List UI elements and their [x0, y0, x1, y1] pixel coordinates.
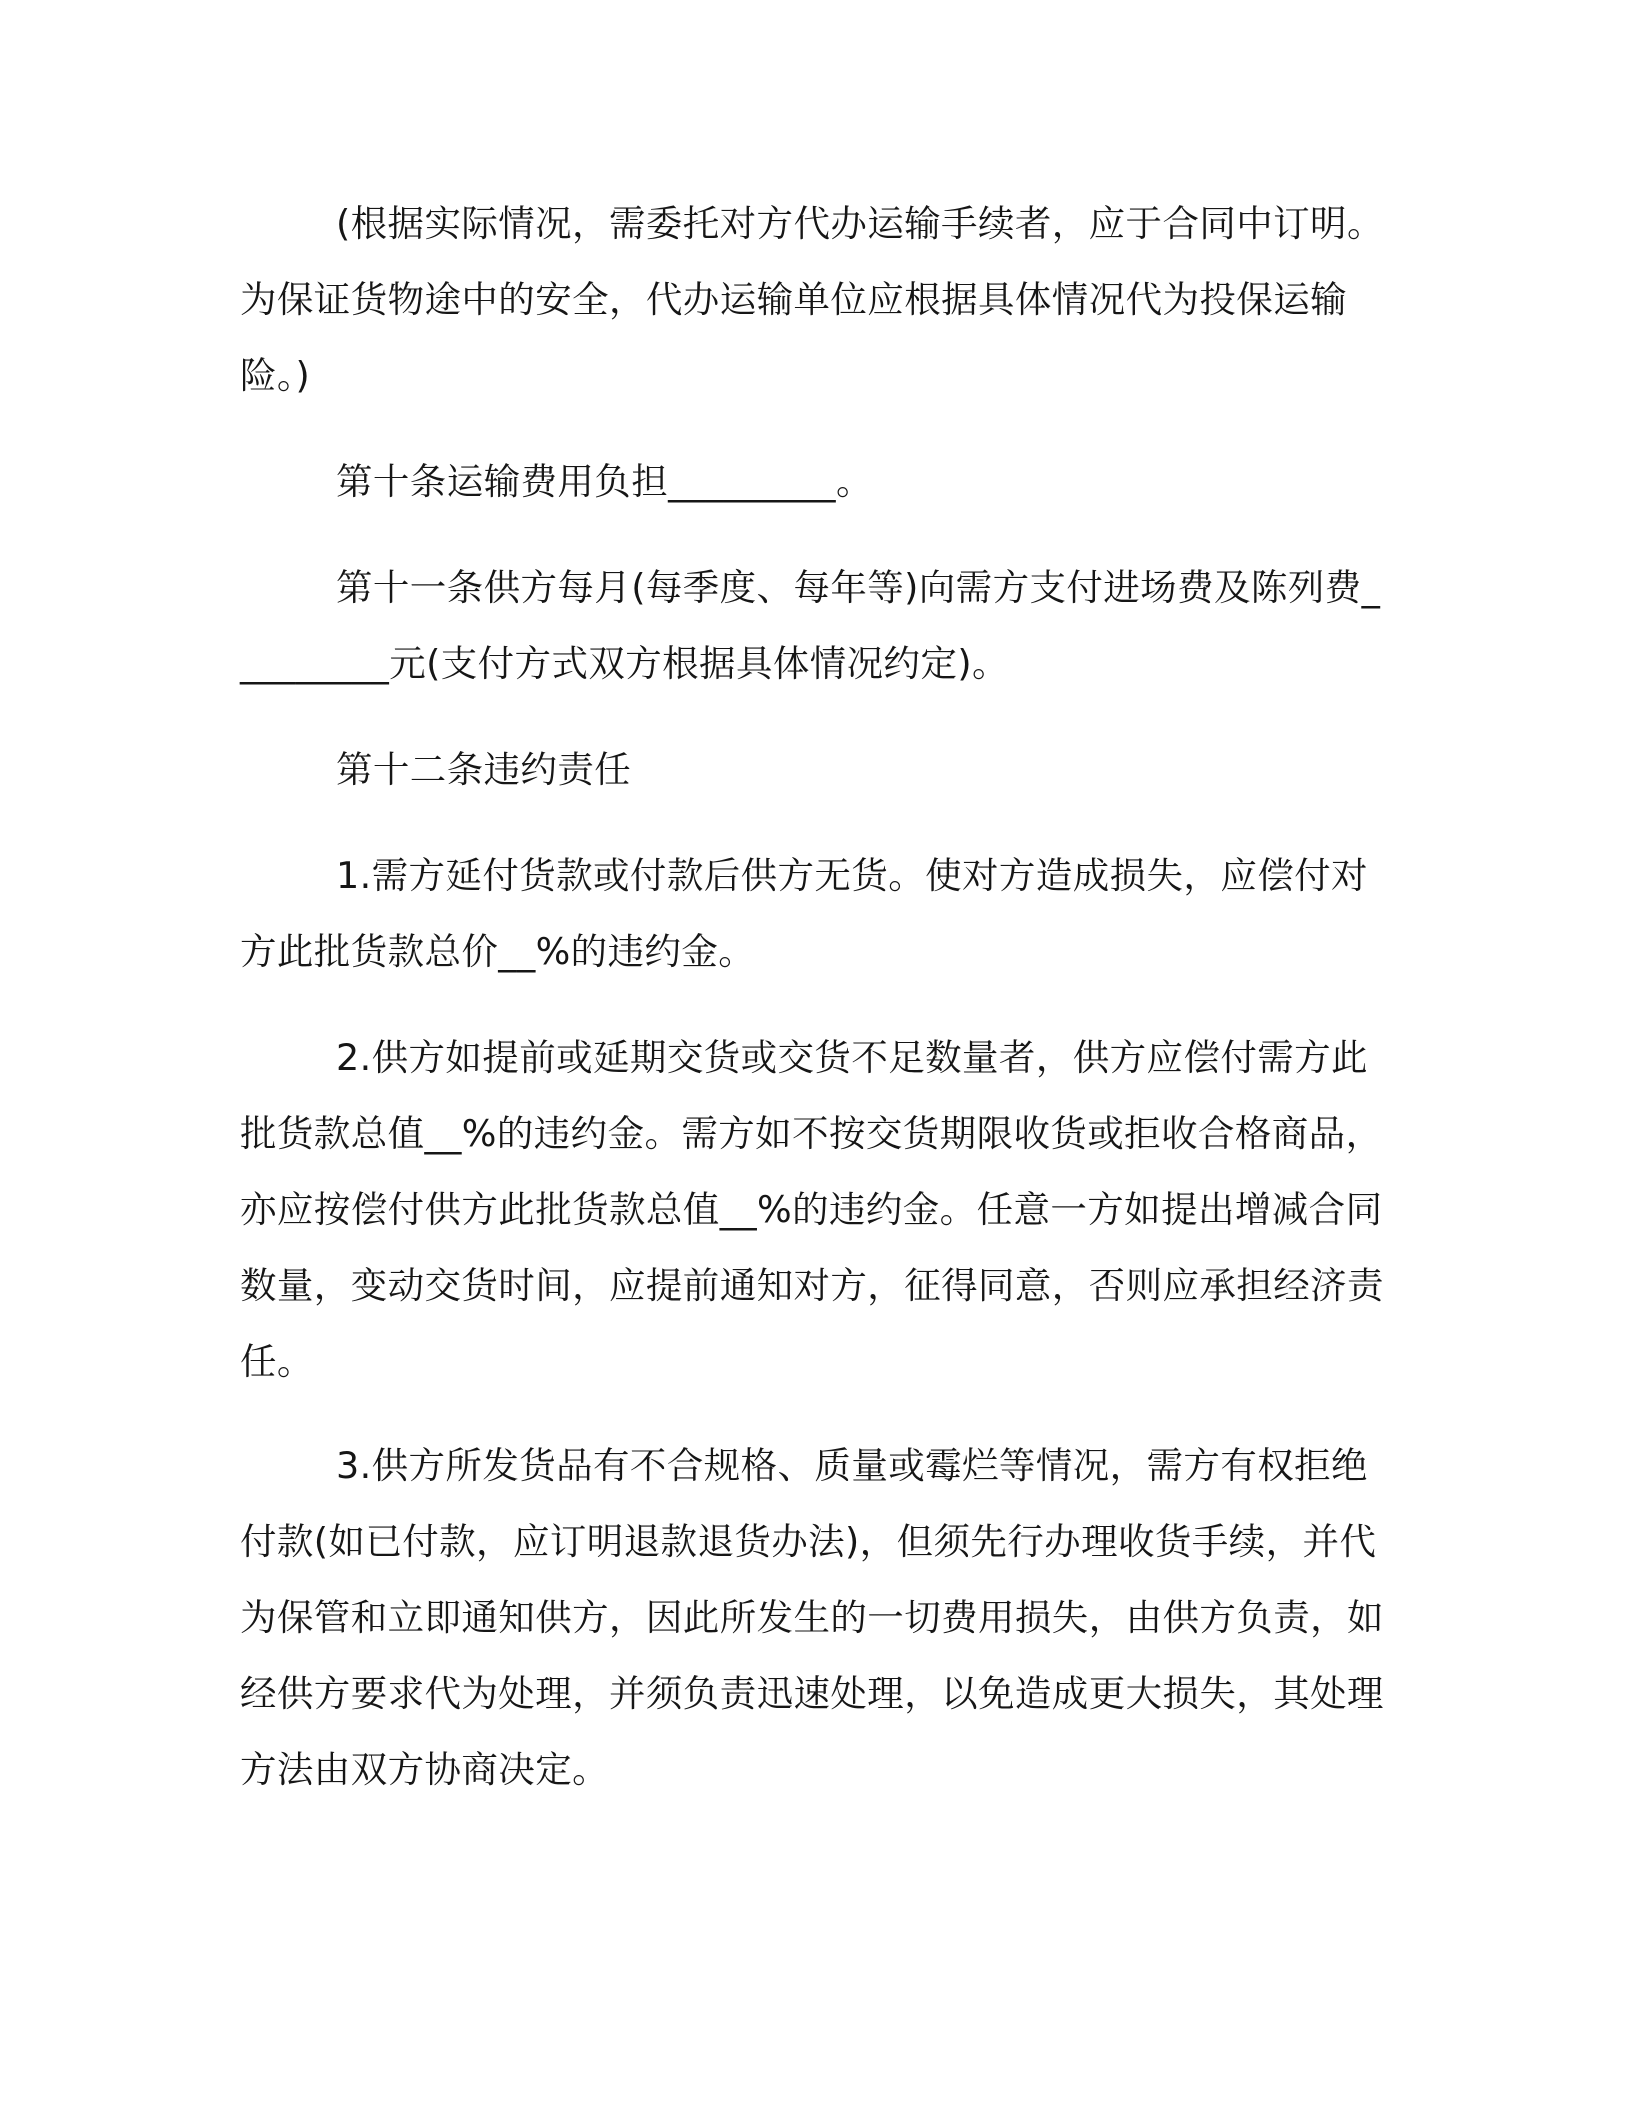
paragraph-clause-1: 1.需方延付货款或付款后供方无货。使对方造成损失，应偿付对方此批货款总价__%的违约金。: [240, 854, 1368, 973]
paragraph-transport-note: (根据实际情况，需委托对方代办运输手续者，应于合同中订明。为保证货物途中的安全，代办运输单位应根据具体情况代为投保运输险。): [240, 202, 1384, 397]
paragraph-article-10: 第十条运输费用负担_________。: [336, 460, 873, 503]
document-page: [240, 186, 1390, 1808]
paragraph-clause-2: 2.供方如提前或延期交货或交货不足数量者，供方应偿付需方此批货款总值__%的违约金。需方如不按交货期限收货或拒收合格商品，亦应按偿付供方此批货款总值__%的违约金。任意一方如提出增减合同数量，变动交货时间，应提前通知对方，征得同意，否则应承担经济责任。: [240, 1036, 1384, 1383]
paragraph-article-12-heading: 第十二条违约责任: [336, 748, 632, 791]
paragraph-clause-3: 3.供方所发货品有不合规格、质量或霉烂等情况，需方有权拒绝付款(如已付款，应订明退款退货办法)，但须先行办理收货手续，并代为保管和立即通知供方，因此所发生的一切费用损失，由供方负责，如经供方要求代为处理，并须负责迅速处理，以免造成更大损失，其处理方法由双方协商决定。: [240, 1444, 1384, 1791]
paragraph-article-11: 第十一条供方每月(每季度、每年等)向需方支付进场费及陈列费_________元(支付方式双方根据具体情况约定)。: [240, 566, 1381, 685]
